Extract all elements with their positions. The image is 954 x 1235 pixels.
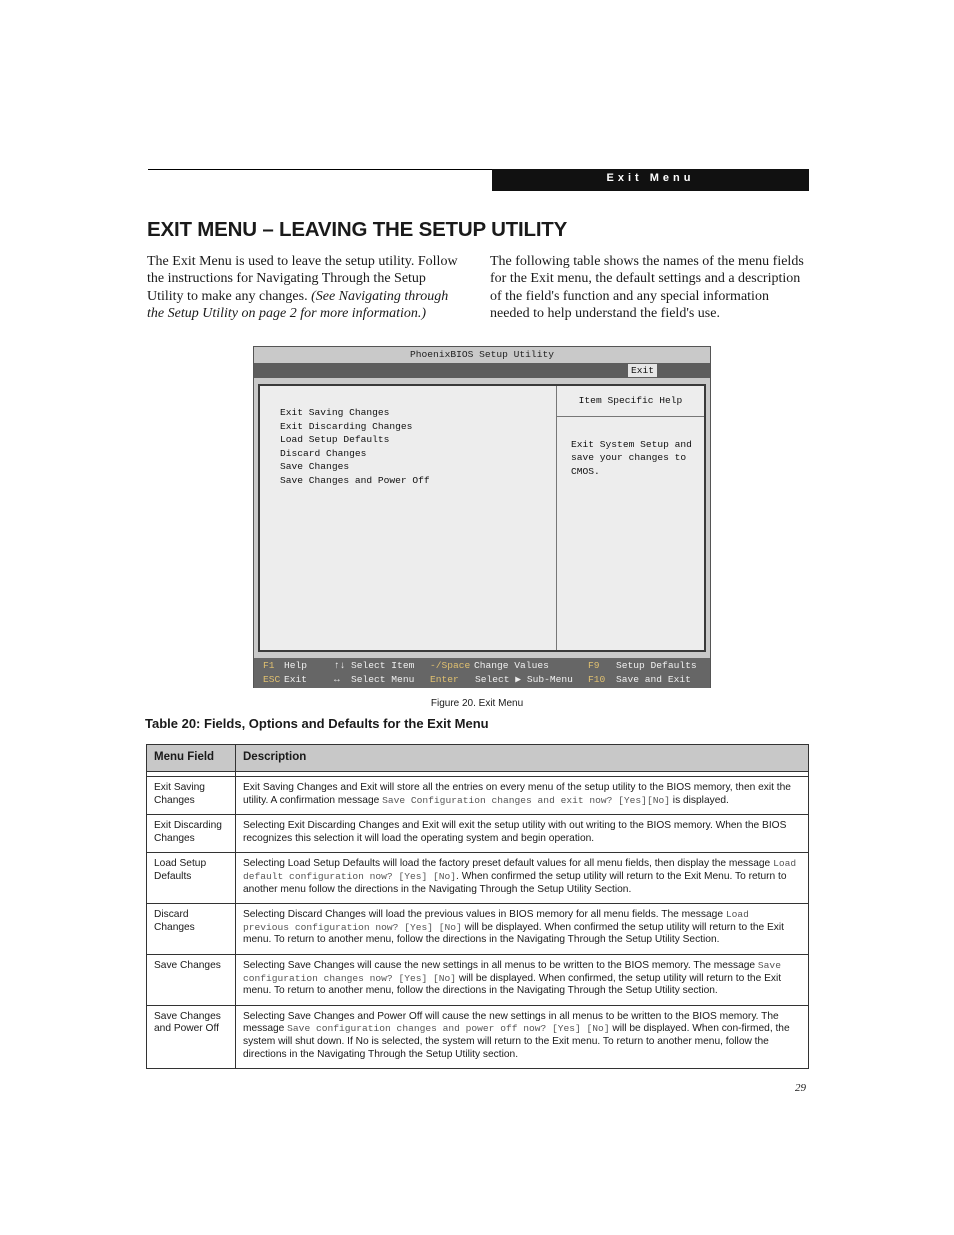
bios-key-legend	[254, 658, 710, 688]
row-description: Selecting Discard Changes will load the previous values in BIOS memory for all menu fields. The message Load previous configuration now? [Yes] [No] will be displayed. When confirmed the setup utility will return to the Exit menu. To return to another menu, follow the directions in the Navigating Through the Setup Utility Section.	[243, 909, 784, 946]
bios-item-save-power-off[interactable]: Save Changes and Power Off	[280, 474, 430, 486]
bios-screenshot	[253, 346, 711, 688]
intro-left-text: The Exit Menu is used to leave the setup utility. Follow the instructions for Navigating Through the Setup Utility to make any changes.	[147, 254, 458, 304]
key-esc: ESC	[263, 674, 281, 685]
bios-menubar	[254, 363, 710, 378]
row-field: Save Changes and Power Off	[147, 1006, 236, 1068]
bios-help-header: Item Specific Help	[557, 386, 704, 417]
row-field: Exit Discarding Changes	[147, 815, 236, 852]
page-number: 29	[795, 1082, 806, 1094]
key-leftright-label: Select Menu	[351, 674, 415, 685]
key-f9: F9	[588, 660, 600, 671]
key-leftright: ↔	[334, 674, 340, 685]
key-space-label: Change Values	[474, 660, 549, 671]
table-row	[147, 1006, 808, 1068]
row-field: Load Setup Defaults	[147, 853, 236, 903]
key-f1: F1	[263, 660, 275, 671]
table-header	[147, 745, 808, 772]
intro-left-italic: (See Navigating through the Setup Utility on page 2 for more information.)	[147, 288, 449, 322]
bios-main-panel	[258, 384, 706, 652]
bios-divider	[556, 386, 557, 650]
figure-caption: Figure 20. Exit Menu	[430, 698, 524, 709]
table-row	[147, 853, 808, 904]
key-f1-label: Help	[284, 660, 308, 671]
key-space: -/Space	[430, 660, 471, 671]
bios-help-line: CMOS.	[571, 465, 600, 477]
table-row	[147, 955, 808, 1006]
table-title: Table 20: Fields, Options and Defaults for the Exit Menu	[145, 716, 489, 731]
bios-menu-list	[280, 406, 430, 488]
key-f10: F10	[588, 674, 606, 685]
bios-help-line: save your changes to	[571, 452, 687, 464]
row-description: Selecting Load Setup Defaults will load the factory preset default values for all menu fields, then display the message Load default configuration now? [Yes] [No]. When confirmed the setup utility will return to the Exit Menu. To return to another menu follow the directions in the Navigating Through the Setup Utility Section.	[243, 858, 797, 895]
header-menu-field: Menu Field	[147, 745, 236, 771]
bios-item-exit-discarding[interactable]: Exit Discarding Changes	[280, 420, 413, 432]
header-description: Description	[243, 751, 307, 763]
table-row	[147, 777, 808, 815]
key-enter-label: Select ▶ Sub-Menu	[475, 674, 573, 685]
bios-help-text	[571, 438, 696, 478]
key-f10-label: Save and Exit	[616, 674, 691, 685]
row-description: Selecting Exit Discarding Changes and Exit will exit the setup utility with out writing to the BIOS memory. When the BIOS recognizes this selection it will load the operating system and begin operation.	[243, 820, 787, 844]
table-row	[147, 904, 808, 955]
key-updown-label: Select Item	[351, 660, 415, 671]
bios-item-load-defaults[interactable]: Load Setup Defaults	[280, 434, 390, 446]
row-description: Selecting Save Changes and Power Off will cause the new settings in all menus to be written to the BIOS memory. The message Save configuration changes and power off now? [Yes] [No] will be displayed. When con-firmed, the system will shut down. If No is selected, the system will return to the Exit menu. To return to another menu, follow the directions in the Navigating Through the Setup Utility section.	[243, 1010, 790, 1060]
section-tab: Exit Menu	[492, 169, 809, 191]
key-f9-label: Setup Defaults	[616, 660, 697, 671]
fields-table	[146, 744, 809, 1069]
intro-right: The following table shows the names of the menu fields for the Exit menu, the default settings and a description of the field's function and any special information needed to help understand the field's use.	[490, 254, 804, 322]
row-description: Selecting Save Changes will cause the new settings in all menus to be written to the BIOS memory. The message Save configuration changes now? [Yes] [No] will be displayed. When confirmed, the setup utility will return to the Exit menu. To return to another menu, follow the directions in the Navigating Through the Setup Utility section.	[243, 959, 782, 997]
bios-help-line: Exit System Setup and	[571, 439, 692, 450]
row-description: Exit Saving Changes and Exit will store all the entries on every menu of the setup utility to the BIOS memory, then exit the utility. A confirmation message Save Configuration changes and exit now? [Yes][No] is displayed.	[243, 782, 791, 806]
key-esc-label: Exit	[284, 674, 308, 685]
key-updown: ↑↓	[334, 660, 346, 671]
row-field: Save Changes	[147, 955, 236, 1005]
bios-item-discard-changes[interactable]: Discard Changes	[280, 447, 367, 459]
bios-title: PhoenixBIOS Setup Utility	[410, 349, 554, 360]
bios-item-save-changes[interactable]: Save Changes	[280, 461, 350, 473]
page-title: EXIT MENU – LEAVING THE SETUP UTILITY	[147, 218, 568, 241]
row-field: Discard Changes	[147, 904, 236, 954]
bios-item-exit-saving[interactable]: Exit Saving Changes	[280, 407, 390, 418]
key-enter: Enter	[430, 674, 459, 685]
intro-left	[147, 253, 465, 323]
table-row	[147, 815, 808, 853]
row-field: Exit Saving Changes	[147, 777, 236, 814]
bios-tab-exit[interactable]: Exit	[628, 364, 657, 377]
